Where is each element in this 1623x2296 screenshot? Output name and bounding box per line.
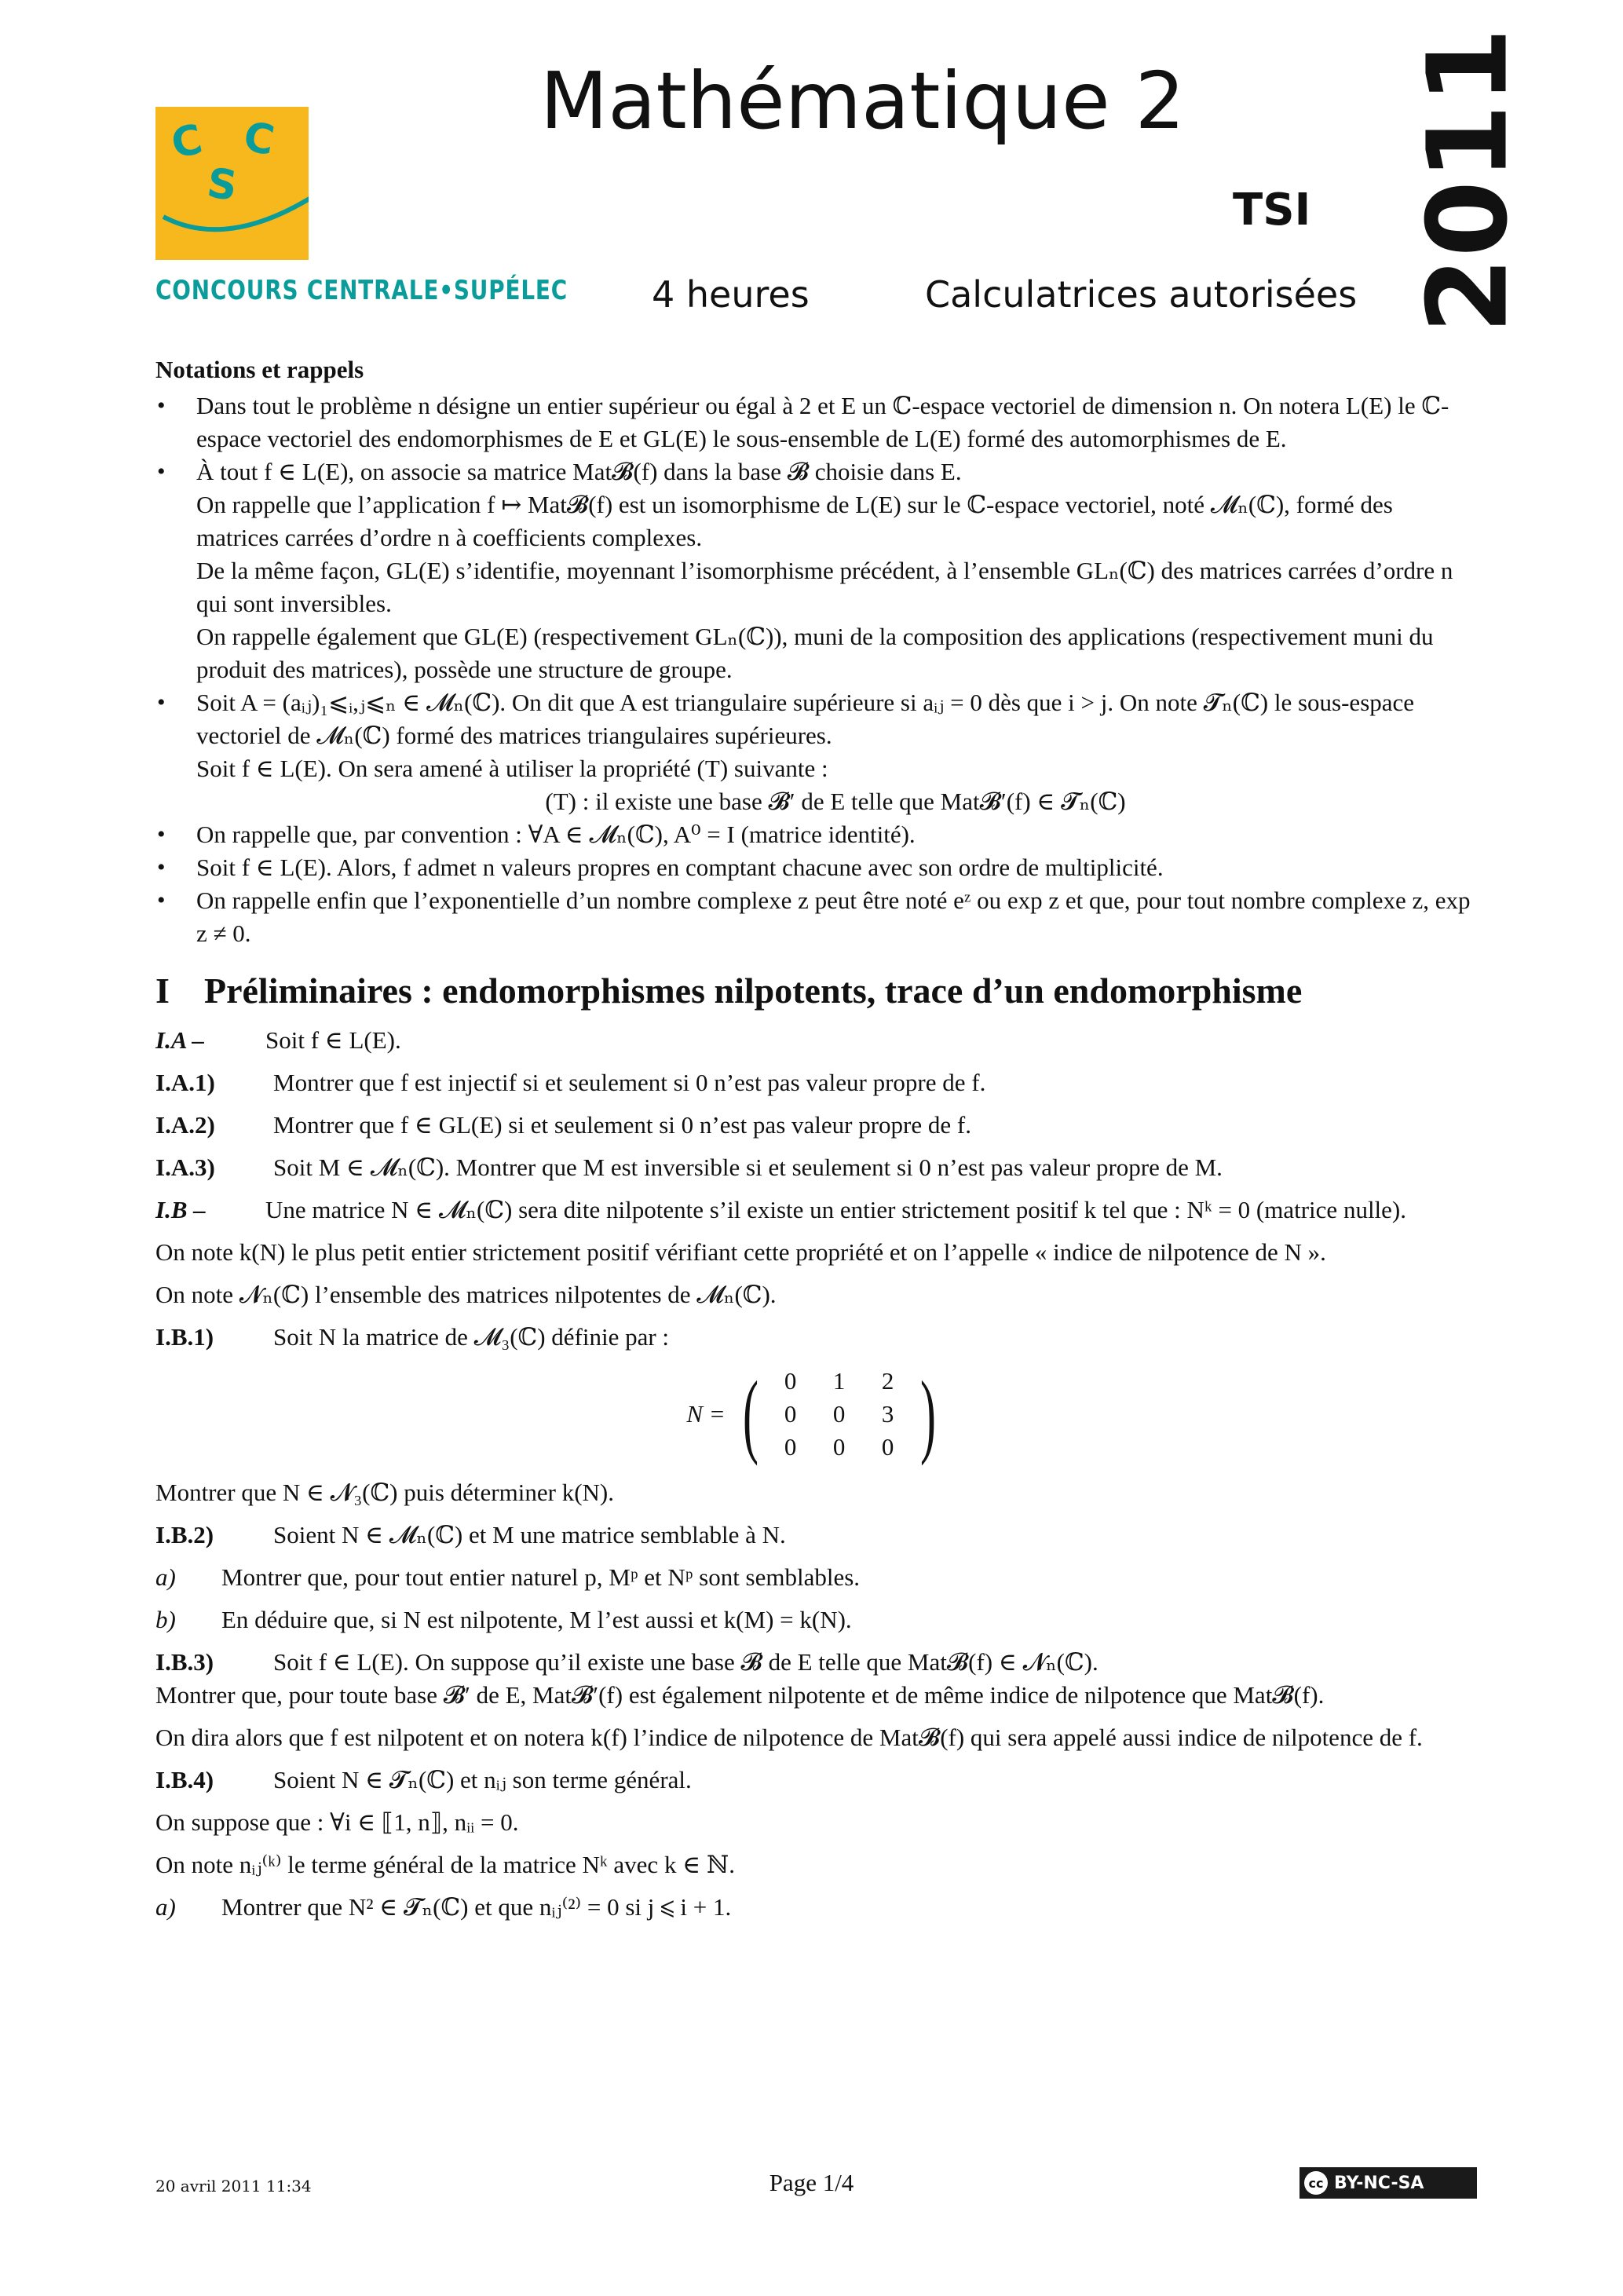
notation-item: • On rappelle que, par convention : ∀A ∈ 𝓜ₙ(ℂ), A⁰ = I (matrice identité). [155,818,1475,851]
document-body [155,353,1475,1924]
paragraph: Montrer que N ∈ 𝓝₃(ℂ) puis déterminer k(N). [155,1479,614,1506]
question-IB2b: b) En déduire que, si N est nilpotente, M l’est aussi et k(M) = k(N). [155,1606,852,1633]
notations-list [155,389,1475,950]
notation-item: • Soit f ∈ L(E). Alors, f admet n valeurs propres en comptant chacune avec son ordre de multiplicité. [155,851,1475,884]
question-IA3: I.A.3) Soit M ∈ 𝓜ₙ(ℂ). Montrer que M est inversible si et seulement si 0 n’est pas valeur propre de M. [155,1153,1223,1181]
creative-commons-icon: cc [1304,2171,1328,2195]
logo-text: CONCOURS CENTRALE•SUPÉLEC [155,275,568,306]
notation-item: • On rappelle enfin que l’exponentielle d’un nombre complexe z peut être noté eᶻ ou exp z et que, pour tout nombre complexe z, exp z ≠ 0. [155,884,1475,950]
question-IB: I.B – Une matrice N ∈ 𝓜ₙ(ℂ) sera dite nilpotente s’il existe un entier strictement positif k tel que : Nᵏ = 0 (matrice nulle). [155,1196,1407,1223]
page-title: Mathématique 2 [539,55,1186,147]
notations-title: Notations et rappels [155,356,364,383]
matrix-N [155,1362,1475,1466]
paragraph: Montrer que, pour toute base 𝓑′ de E, Mat𝓑′(f) est également nilpotente et de même indice de nilpotence que Mat𝓑(f). [155,1681,1325,1709]
paragraph: On note k(N) le plus petit entier strictement positif vérifiant cette propriété et on l’appelle « indice de nilpotence de N ». [155,1238,1326,1266]
matrix-table: 0 1 2 0 0 3 0 0 0 [784,1367,894,1461]
section-heading: I Préliminaires : endomorphismes nilpotents, trace d’un endomorphisme [155,971,1303,1011]
notation-item: • Soit A = (aᵢⱼ)₁⩽ᵢ,ⱼ⩽ₙ ∈ 𝓜ₙ(ℂ). On dit que A est triangulaire supérieure si aᵢⱼ = 0 dès que i > j. On note 𝓣ₙ(ℂ) le sous-espace vectoriel de 𝓜ₙ(ℂ) formé des matrices triangulaires supérieures. Soit f ∈ L(E). On sera amené à utiliser la propriété (T) suivante : (T) : il existe une base 𝓑′ de E telle que Mat𝓑′(f) ∈ 𝓣ₙ(ℂ) [155,686,1475,818]
notation-item: • Dans tout le problème n désigne un entier supérieur ou égal à 2 et E un ℂ-espace vectoriel de dimension n. On notera L(E) le ℂ-espace vectoriel des endomorphismes de E et GL(E) le sous-ensemble de L(E) formé des automorphismes de E. [155,389,1475,455]
footer-page-number: Page 1/4 [769,2169,854,2196]
year-label: 2011 [1404,27,1533,334]
logo-letter-c2: C [239,113,278,166]
question-IB4: I.B.4) Soient N ∈ 𝓣ₙ(ℂ) et nᵢⱼ son terme général. [155,1766,692,1793]
calculator-label: Calculatrices autorisées [925,273,1358,316]
question-IB2a: a) Montrer que, pour tout entier naturel p, Mᵖ et Nᵖ sont semblables. [155,1563,861,1591]
paragraph: On note nᵢⱼ⁽ᵏ⁾ le terme général de la matrice Nᵏ avec k ∈ ℕ. [155,1851,735,1878]
license-badge [1299,2167,1477,2199]
question-IB4a: a) Montrer que N² ∈ 𝓣ₙ(ℂ) et que nᵢⱼ⁽²⁾ = 0 si j ⩽ i + 1. [155,1893,732,1921]
left-paren: ( [742,1362,758,1466]
filiere-label: TSI [1233,185,1311,236]
question-IB1: I.B.1) Soit N la matrice de 𝓜₃(ℂ) définie par : [155,1323,670,1351]
paragraph: On dira alors que f est nilpotent et on notera k(f) l’indice de nilpotence de Mat𝓑(f) qui sera appelé aussi indice de nilpotence de f. [155,1724,1423,1751]
logo-letter-s: S [204,159,240,210]
footer-date: 20 avril 2011 11:34 [155,2177,312,2195]
question-IA2: I.A.2) Montrer que f ∈ GL(E) si et seulement si 0 n’est pas valeur propre de f. [155,1111,971,1139]
license-text: BY-NC-SA [1334,2173,1424,2193]
property-t: (T) : il existe une base 𝓑′ de E telle que Mat𝓑′(f) ∈ 𝓣ₙ(ℂ) [545,788,1126,815]
matrix-lhs: N = [686,1400,726,1428]
paragraph: On note 𝓝ₙ(ℂ) l’ensemble des matrices nilpotentes de 𝓜ₙ(ℂ). [155,1281,777,1308]
notation-item: • À tout f ∈ L(E), on associe sa matrice Mat𝓑(f) dans la base 𝓑 choisie dans E. On rappelle que l’application f ↦ Mat𝓑(f) est un isomorphisme de L(E) sur le ℂ-espace vectoriel, noté 𝓜ₙ(ℂ), formé des matrices carrées d’ordre n à coefficients complexes. De la même façon, GL(E) s’identifie, moyennant l’isomorphisme précédent, à l’ensemble GLₙ(ℂ) des matrices carrées d’ordre n qui sont inversibles. On rappelle également que GL(E) (respectivement GLₙ(ℂ)), muni de la composition des applications (respectivement muni du produit des matrices), possède une structure de groupe. [155,455,1475,686]
right-paren: ) [919,1362,936,1466]
question-IA1: I.A.1) Montrer que f est injectif si et seulement si 0 n’est pas valeur propre de f. [155,1069,986,1096]
paragraph: On suppose que : ∀i ∈ ⟦1, n⟧, nᵢᵢ = 0. [155,1808,519,1836]
duration-label: 4 heures [652,273,810,316]
question-IB3: I.B.3) Soit f ∈ L(E). On suppose qu’il existe une base 𝓑 de E telle que Mat𝓑(f) ∈ 𝓝ₙ(ℂ). [155,1648,1098,1676]
question-IA: I.A – Soit f ∈ L(E). [155,1026,401,1054]
question-IB2: I.B.2) Soient N ∈ 𝓜ₙ(ℂ) et M une matrice semblable à N. [155,1521,786,1548]
logo-letter-c1: C [167,115,207,169]
